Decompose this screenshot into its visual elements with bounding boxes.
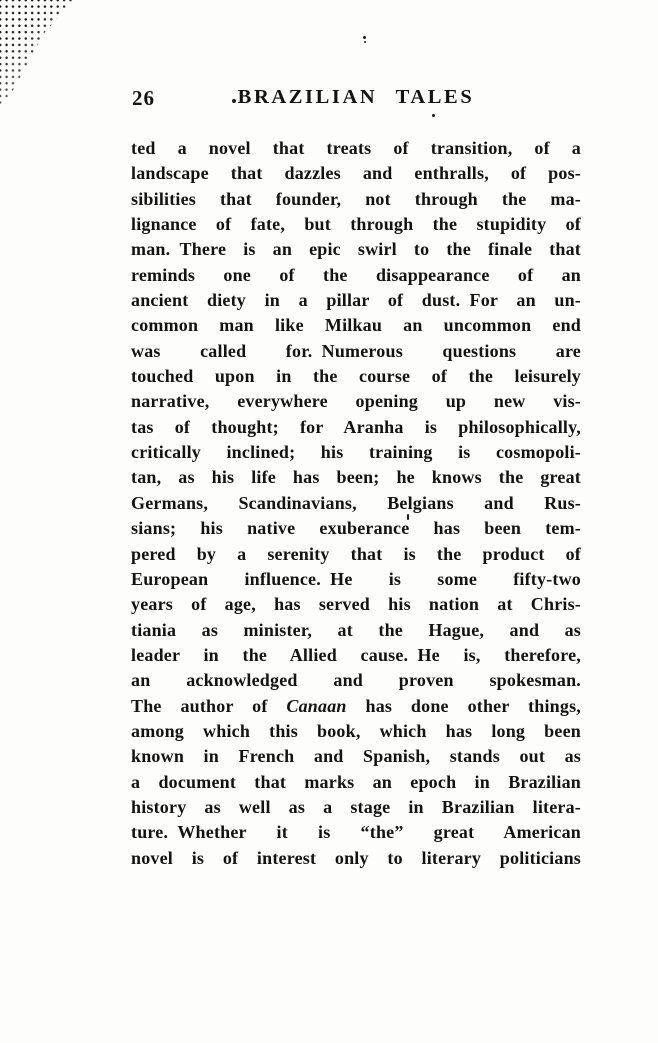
text-segment: tiania as minister, at the Hague, and as (131, 619, 581, 640)
text-segment: lignance of fate, but through the stupidity of (131, 214, 581, 235)
text-segment: leader in the Allied cause. He is, therefore, (131, 644, 581, 665)
text-line (131, 618, 581, 643)
text-line (131, 744, 581, 769)
text-segment: has done other things, (346, 695, 581, 716)
text-segment: history as well as a stage in Brazilian litera- (131, 796, 581, 817)
text-segment: tas of thought; for Aranha is philosophically, (131, 416, 581, 437)
text-line (131, 592, 581, 617)
scan-speck (363, 36, 366, 39)
text-segment: man. There is an epic swirl to the finale that (131, 239, 581, 260)
text-line (131, 364, 581, 389)
text-segment: pered by a serenity that is the product of (131, 543, 581, 564)
text-line (131, 820, 581, 845)
page-number: 26 (132, 86, 155, 110)
text-segment: The author of (131, 695, 287, 716)
text-segment: ture. Whether it is “the” great American (131, 822, 581, 843)
text-segment: among which this book, which has long been (131, 720, 581, 741)
text-segment: tan, as his life has been; he knows the great (131, 467, 581, 488)
text-segment: Germans, Scandinavians, Belgians and Rus- (131, 492, 581, 513)
text-line (131, 795, 581, 820)
text-line (131, 668, 581, 693)
text-segment: a document that marks an epoch in Brazilian (131, 771, 581, 792)
text-segment: ancient diety in a pillar of dust. For an un- (131, 290, 581, 311)
text-segment: reminds one of the disappearance of an (131, 264, 581, 285)
running-header (131, 86, 581, 110)
text-segment: narrative, everywhere opening up new vis- (131, 391, 581, 412)
text-line (131, 516, 581, 541)
text-line (131, 161, 581, 186)
text-line (131, 846, 581, 871)
text-line (131, 719, 581, 744)
text-segment: known in French and Spanish, stands out as (131, 746, 581, 767)
text-line (131, 567, 581, 592)
text-line (131, 465, 581, 490)
text-line (131, 643, 581, 668)
text-line (131, 415, 581, 440)
text-line (131, 389, 581, 414)
text-segment: common man like Milkau an uncommon end (131, 315, 581, 336)
text-line (131, 313, 581, 338)
text-line (131, 212, 581, 237)
scan-speck (432, 114, 435, 117)
text-line (131, 288, 581, 313)
text-line (131, 770, 581, 795)
text-line (131, 187, 581, 212)
text-segment: an acknowledged and proven spokesman. (131, 670, 581, 691)
text-line (131, 542, 581, 567)
italic-text: Canaan (286, 695, 347, 716)
text-line (131, 136, 581, 161)
text-segment: European influence. He is some fifty-two (131, 568, 581, 589)
text-segment: novel is of interest only to literary politicians (131, 847, 581, 868)
text-segment: sians; his native exuberance has been tem- (131, 518, 581, 539)
text-line (131, 339, 581, 364)
text-line (131, 694, 581, 719)
corner-scan-artifact (0, 0, 83, 109)
running-title: BRAZILIAN TALES (237, 86, 475, 108)
text-segment: touched upon in the course of the leisurely (131, 366, 581, 387)
text-line (131, 440, 581, 465)
text-line (131, 263, 581, 288)
text-segment: years of age, has served his nation at Chris- (131, 594, 581, 615)
body-text (131, 136, 581, 871)
text-segment: ted a novel that treats of transition, of a (131, 138, 581, 158)
text-segment: sibilities that founder, not through the ma- (131, 188, 581, 209)
text-line (131, 237, 581, 262)
text-segment: critically inclined; his training is cosmopoli- (131, 442, 581, 463)
text-line (131, 491, 581, 516)
text-segment: landscape that dazzles and enthralls, of pos- (131, 163, 581, 184)
text-segment: was called for. Numerous questions are (131, 340, 581, 361)
